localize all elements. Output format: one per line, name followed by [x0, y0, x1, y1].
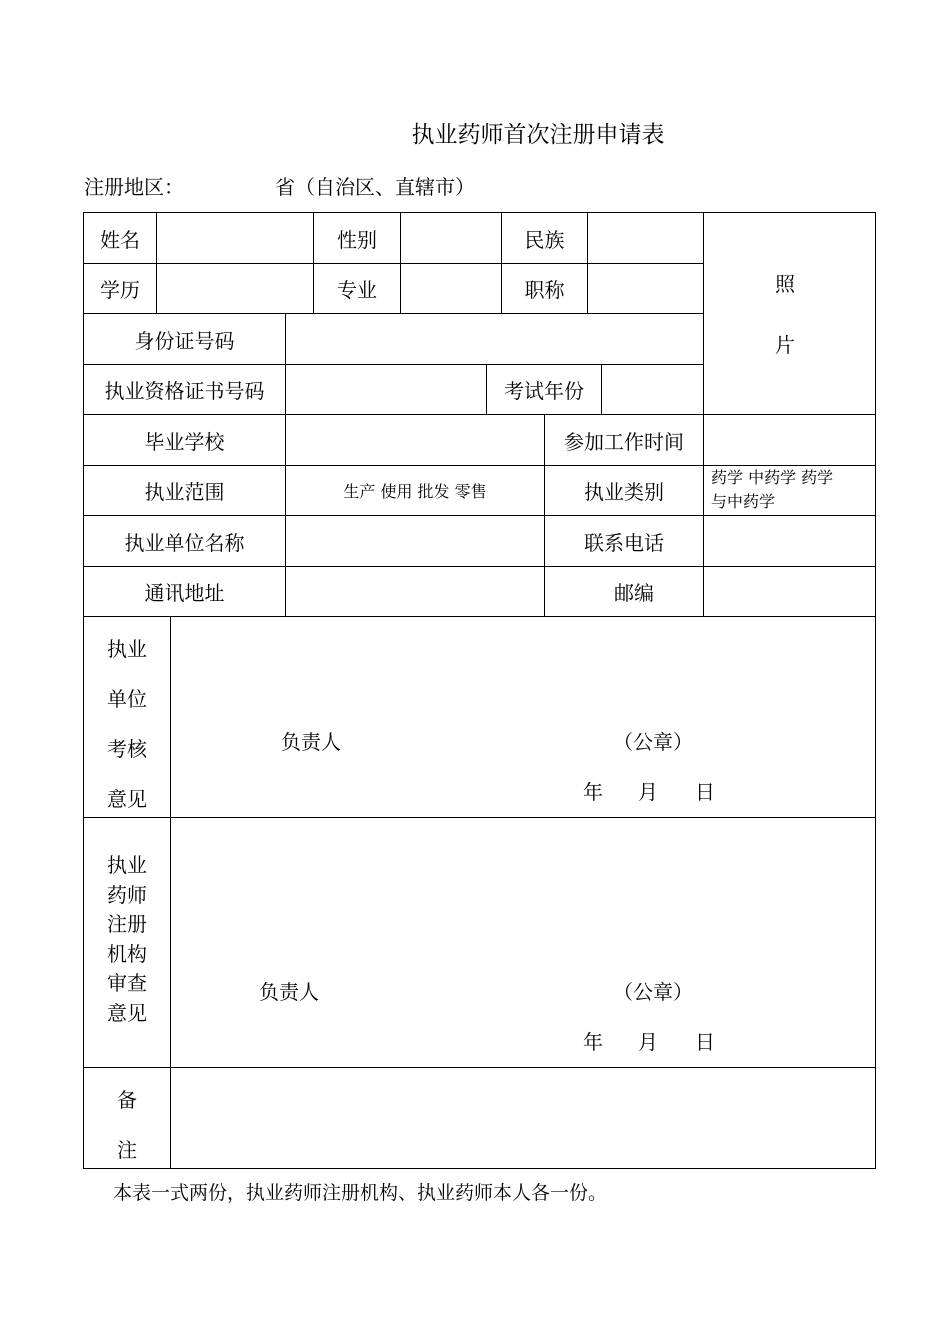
unit-review-year: 年: [583, 780, 603, 804]
unit-review-seal: （公章）: [613, 730, 693, 754]
category-label: 执业类别: [584, 480, 664, 504]
gender-label: 性别: [337, 227, 377, 252]
unit-review-month: 月: [638, 780, 658, 804]
remarks-label: [84, 1075, 170, 1175]
registry-review-label: [84, 851, 170, 1028]
postcode-field[interactable]: [704, 567, 875, 616]
employer-label: 执业单位名称: [124, 530, 245, 555]
registry-review-label-1: 执业: [107, 853, 147, 877]
id-number-label: 身份证号码: [134, 328, 235, 353]
school-field[interactable]: [286, 415, 544, 465]
address-label: 通讯地址: [144, 581, 225, 605]
registry-review-responsible: 负责人: [259, 980, 319, 1004]
exam-year-label: 考试年份: [504, 379, 584, 403]
gender-field[interactable]: [401, 213, 501, 263]
unit-review-label-2: 单位: [107, 687, 147, 711]
major-label: 专业: [337, 278, 377, 302]
remarks-field[interactable]: [171, 1068, 875, 1168]
address-field[interactable]: [286, 567, 544, 616]
unit-review-day: 日: [695, 780, 715, 804]
unit-review-label: [84, 624, 170, 824]
employer-field[interactable]: [286, 516, 544, 566]
work-start-label: 参加工作时间: [564, 429, 684, 454]
registry-review-seal: （公章）: [613, 980, 693, 1004]
cert-number-field[interactable]: [286, 365, 486, 414]
category-options-line1: 药学 中药学 药学: [711, 468, 834, 487]
name-label: 姓名: [100, 227, 140, 252]
registry-review-label-4: 机构: [107, 941, 147, 966]
registry-review-label-2: 药师: [107, 882, 147, 907]
unit-review-label-3: 考核: [107, 737, 147, 761]
cert-number-label: 执业资格证书号码: [104, 379, 265, 403]
education-field[interactable]: [157, 264, 313, 313]
phone-label: 联系电话: [584, 530, 664, 555]
major-field[interactable]: [401, 264, 501, 313]
photo-label-2: 片: [775, 333, 795, 357]
job-title-label: 职称: [524, 278, 565, 302]
remarks-label-1: 备: [117, 1088, 137, 1112]
phone-field[interactable]: [704, 516, 875, 566]
registry-review-label-5: 审查: [107, 971, 147, 995]
work-start-field[interactable]: [704, 415, 875, 465]
page-title: 执业药师首次注册申请表: [411, 122, 665, 148]
school-label: 毕业学校: [144, 429, 225, 454]
category-options-line2: 与中药学: [711, 492, 776, 511]
registry-review-label-6: 意见: [107, 1000, 147, 1025]
scope-options[interactable]: 生产 使用 批发 零售: [343, 482, 487, 501]
registry-review-month: 月: [638, 1030, 658, 1054]
region-province-label: 省（自治区、直辖市）: [275, 175, 475, 199]
unit-review-responsible: 负责人: [281, 730, 341, 754]
scope-label: 执业范围: [144, 480, 225, 504]
photo-label-1: 照: [775, 272, 795, 296]
registration-region: [84, 171, 475, 200]
exam-year-field[interactable]: [602, 365, 703, 414]
footnote: 本表一式两份，执业药师注册机构、执业药师本人各一份。: [113, 1182, 608, 1204]
name-field[interactable]: [157, 213, 313, 263]
ethnicity-label: 民族: [524, 227, 565, 252]
remarks-label-2: 注: [117, 1138, 137, 1162]
ethnicity-field[interactable]: [588, 213, 703, 263]
registry-review-year: 年: [583, 1030, 603, 1054]
education-label: 学历: [100, 278, 140, 302]
postcode-label: 邮编: [614, 581, 654, 605]
id-number-field[interactable]: [286, 314, 703, 364]
registry-review-label-3: 注册: [107, 912, 147, 936]
registry-review-day: 日: [695, 1030, 715, 1054]
category-options[interactable]: [711, 466, 833, 514]
unit-review-label-1: 执业: [107, 637, 147, 661]
region-label: 注册地区：: [84, 175, 184, 199]
photo-box[interactable]: [742, 268, 828, 358]
unit-review-label-4: 意见: [107, 787, 147, 811]
job-title-field[interactable]: [588, 264, 703, 313]
